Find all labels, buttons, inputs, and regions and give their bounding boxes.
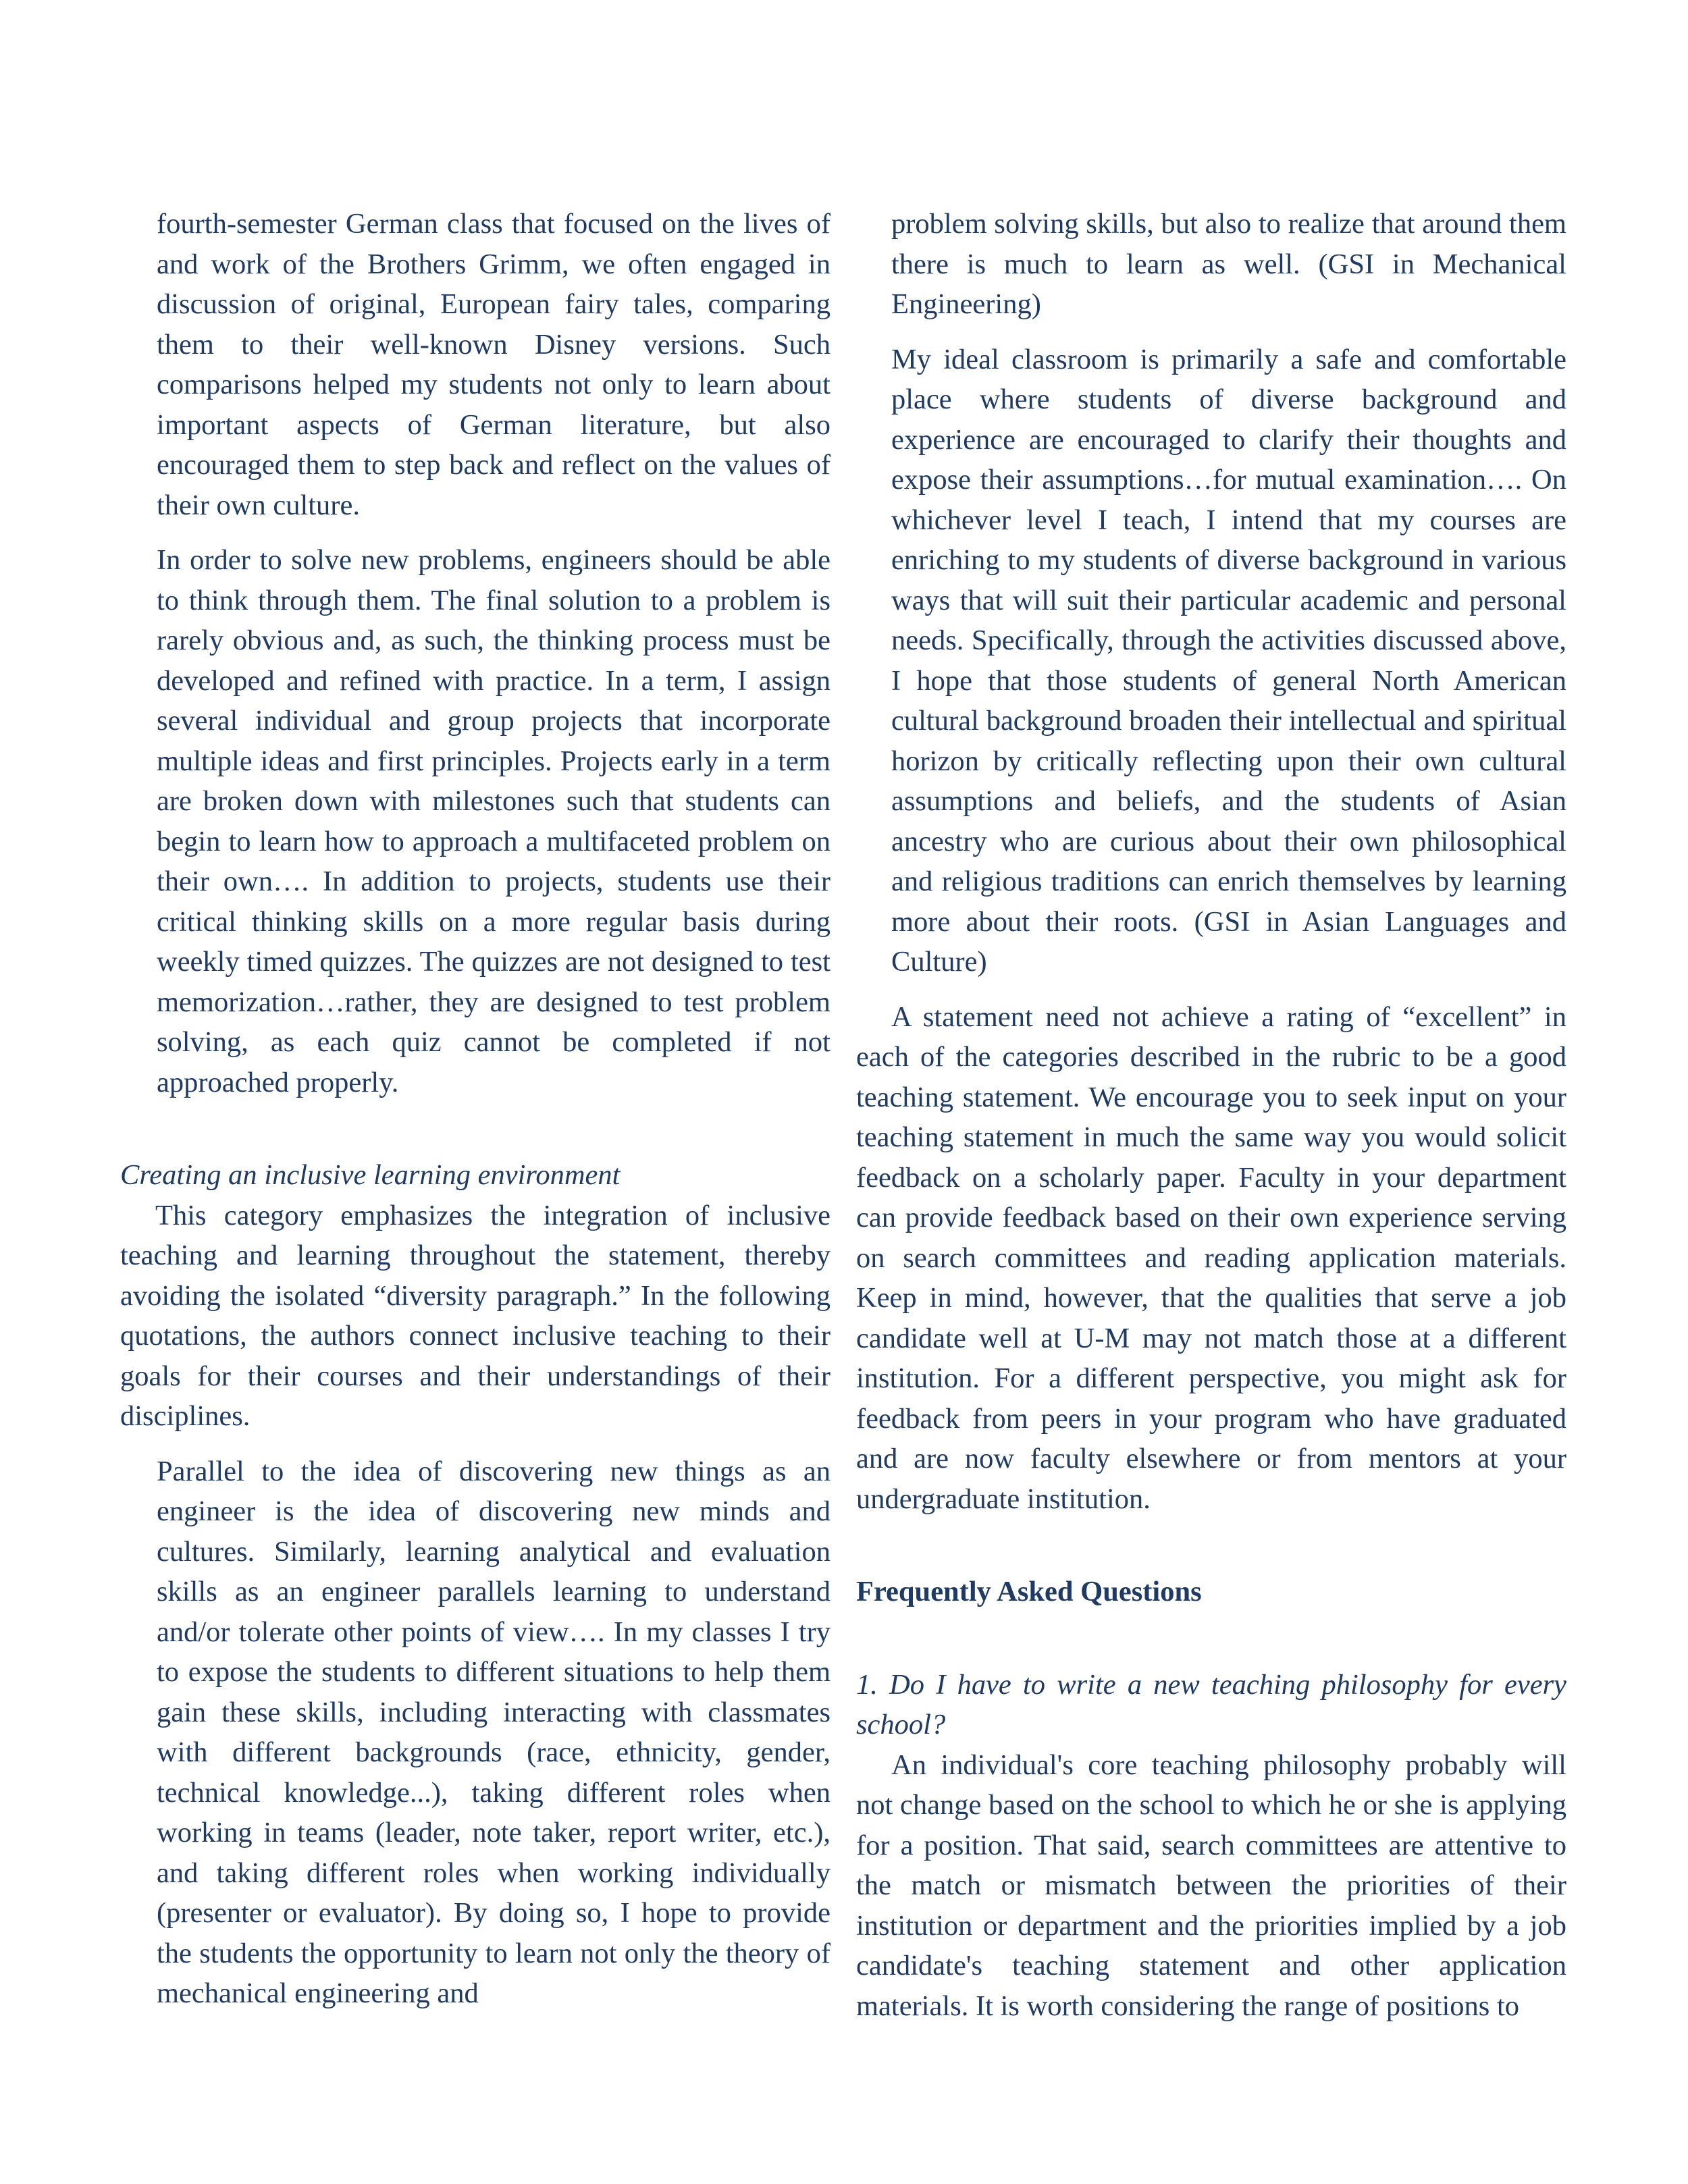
section-heading-inclusive: Creating an inclusive learning environment xyxy=(120,1159,621,1191)
faq-answer-1: An individual's core teaching philosophy probably will not change based on the school to which he or she is applying for a position. That said, search committees are attentive to the match or mismatch between the priorities of their institution or department and the priorities implied by a job candidate's teaching statement and other application materials. It is worth considering the range of positions to xyxy=(856,1749,1566,2022)
faq-question-1: 1. Do I have to write a new teaching philosophy for every school? xyxy=(856,1668,1566,1740)
quote-engineering-problems: In order to solve new problems, engineers should be able to think through them. The final solution to a problem is rarely obvious and, as such, the thinking process must be developed and refined with practice. In a term, I assign several individual and group projects that incorporate multiple ideas and first principles. Projects early in a term are broken down with milestones such that students can begin to learn how to approach a multifaceted problem on their own…. In addition to projects, students use their critical thinking skills on a more regular basis during weekly timed quizzes. The quizzes are not designed to test memorization…rather, they are designed to test problem solving, as each quiz cannot be completed if not approached properly. xyxy=(157,544,830,1098)
body-para-rubric: A statement need not achieve a rating of “excellent” in each of the categories described in the rubric to be a good teaching statement. We encourage you to seek input on your teaching statement in much the same way you would solicit feedback on a scholarly paper. Faculty in your department can provide feedback based on their own experience serving on search committees and reading application materials. Keep in mind, however, that the qualities that serve a job candidate well at U-M may not match those at a different institution. For a different perspective, you might ask for feedback from peers in your program who have graduated and are now faculty elsewhere or from mentors at your undergraduate institution. xyxy=(856,1001,1566,1515)
quote-ideal-classroom: My ideal classroom is primarily a safe and comfortable place where students of diverse background and experience are encouraged to clarify their thoughts and expose their assumptions…for mutual examination…. On whichever level I teach, I intend that my courses are enriching to my students of diverse background in various ways that will suit their particular academic and personal needs. Specifically, through the activities discussed above, I hope that those students of general North American cultural background broaden their intellectual and spiritual horizon by critically reflecting upon their own cultural assumptions and beliefs, and the students of Asian ancestry who are curious about their own philosophical and religious traditions can enrich themselves by learning more about their roots. (GSI in Asian Languages and Culture) xyxy=(891,343,1566,978)
quote-german-class: fourth-semester German class that focused on the lives of and work of the Brothers Grimm, we often engaged in discussion of original, European fairy tales, comparing them to their well-known Disney versions. Such comparisons helped my students not only to learn about important aspects of German literature, but also encouraged them to step back and reflect on the values of their own culture. xyxy=(157,208,830,521)
quote-parallel-discovery: Parallel to the idea of discovering new things as an engineer is the idea of discovering new minds and cultures. Similarly, learning analytical and evaluation skills as an engineer parallels learning to understand and/or tolerate other points of view…. In my classes I try to expose the students to different situations to help them gain these skills, including interacting with classmates with different backgrounds (race, ethnicity, gender, technical knowledge...), taking different roles when working in teams (leader, note taker, report writer, etc.), and taking different roles when working individually (presenter or evaluator). By doing so, I hope to provide the students the opportunity to learn not only the theory of mechanical engineering and xyxy=(157,1455,830,2009)
section-body-inclusive: This category emphasizes the integration of inclusive teaching and learning throughout the statement, thereby avoiding the isolated “diversity paragraph.” In the following quotations, the authors connect inclusive teaching to their goals for their courses and their understandings of their disciplines. xyxy=(120,1199,830,1432)
quote-continuation: problem solving skills, but also to realize that around them there is much to learn as well. (GSI in Mechanical Engineering) xyxy=(891,208,1566,320)
right-column xyxy=(856,204,1566,2026)
left-column xyxy=(120,204,830,2014)
faq-heading: Frequently Asked Questions xyxy=(856,1576,1202,1607)
